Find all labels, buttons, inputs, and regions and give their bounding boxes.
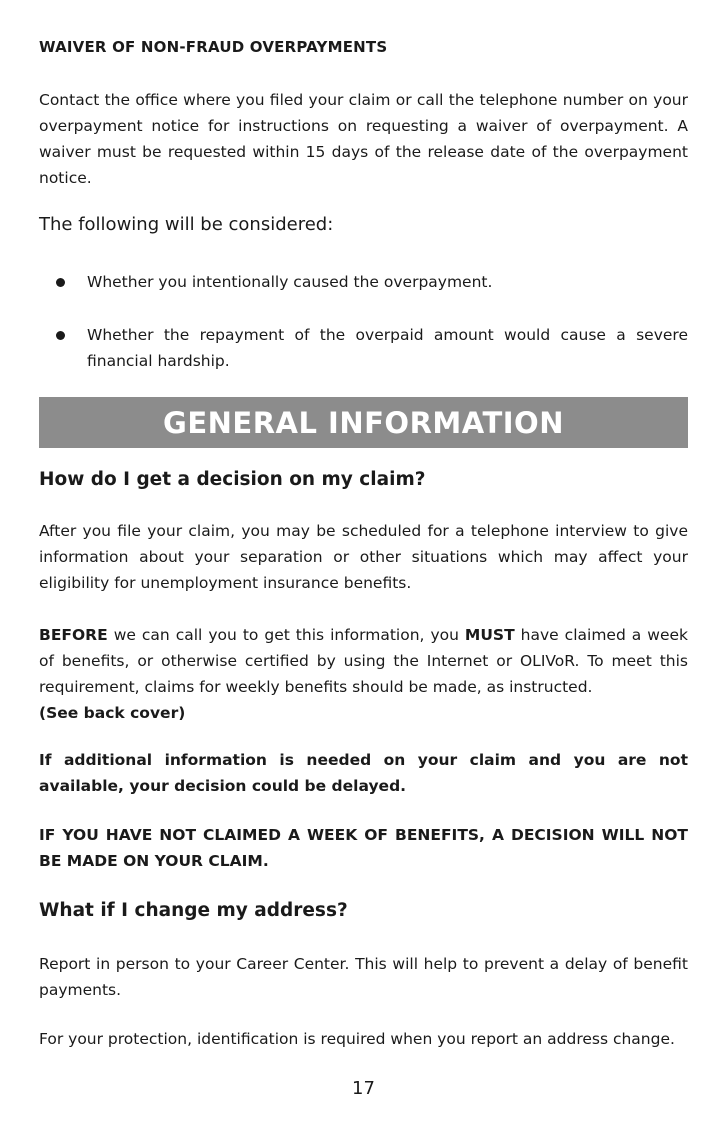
address-paragraph-1: Report in person to your Career Center. This will help to prevent a delay of benefit payments. [39,955,688,999]
before-emphasis: BEFORE [39,626,108,644]
section-banner: GENERAL INFORMATION [39,397,688,448]
decision-paragraph-4: IF YOU HAVE NOT CLAIMED A WEEK OF BENEFITS, A DECISION WILL NOT BE MADE ON YOUR CLAIM. [39,826,688,870]
decision-heading: How do I get a decision on my claim? [39,469,426,490]
bullet-text: Whether the repayment of the overpaid amount would cause a severe financial hardship. [87,326,688,370]
considered-lead: The following will be considered: [39,214,334,235]
decision-paragraph-2 [39,622,688,726]
decision-paragraph-3: If additional information is needed on your claim and you are not available, your decision could be delayed. [39,751,688,795]
address-paragraph-2: For your protection, identification is required when you report an address change. [39,1030,675,1048]
bullet-dot-icon [56,278,65,287]
address-heading: What if I change my address? [39,900,348,921]
decision-paragraph-2-part-1: we can call you to get this information, you [107,626,465,644]
see-back-cover: (See back cover) [39,704,186,722]
must-emphasis: MUST [464,626,515,644]
waiver-heading: WAIVER OF NON-FRAUD OVERPAYMENTS [39,38,388,56]
page-number: 17 [352,1078,375,1099]
bullet-text: Whether you intentionally caused the overpayment. [87,273,493,291]
waiver-paragraph: Contact the office where you filed your claim or call the telephone number on your overpayment notice for instructions on requesting a waiver of overpayment. A waiver must be requested within 15 days of the release date of the overpayment notice. [39,91,688,187]
bullet-dot-icon [56,331,65,340]
decision-paragraph-1: After you file your claim, you may be scheduled for a telephone interview to give information about your separation or other situations which may affect your eligibility for unemployment insurance benefits. [39,522,688,592]
decision-paragraph-2-part-2: have claimed a week of benefits, or otherwise certified by using the Internet or OLIVoR. To meet this requirement, claims for weekly benefits should be made, as instructed. [39,626,688,696]
